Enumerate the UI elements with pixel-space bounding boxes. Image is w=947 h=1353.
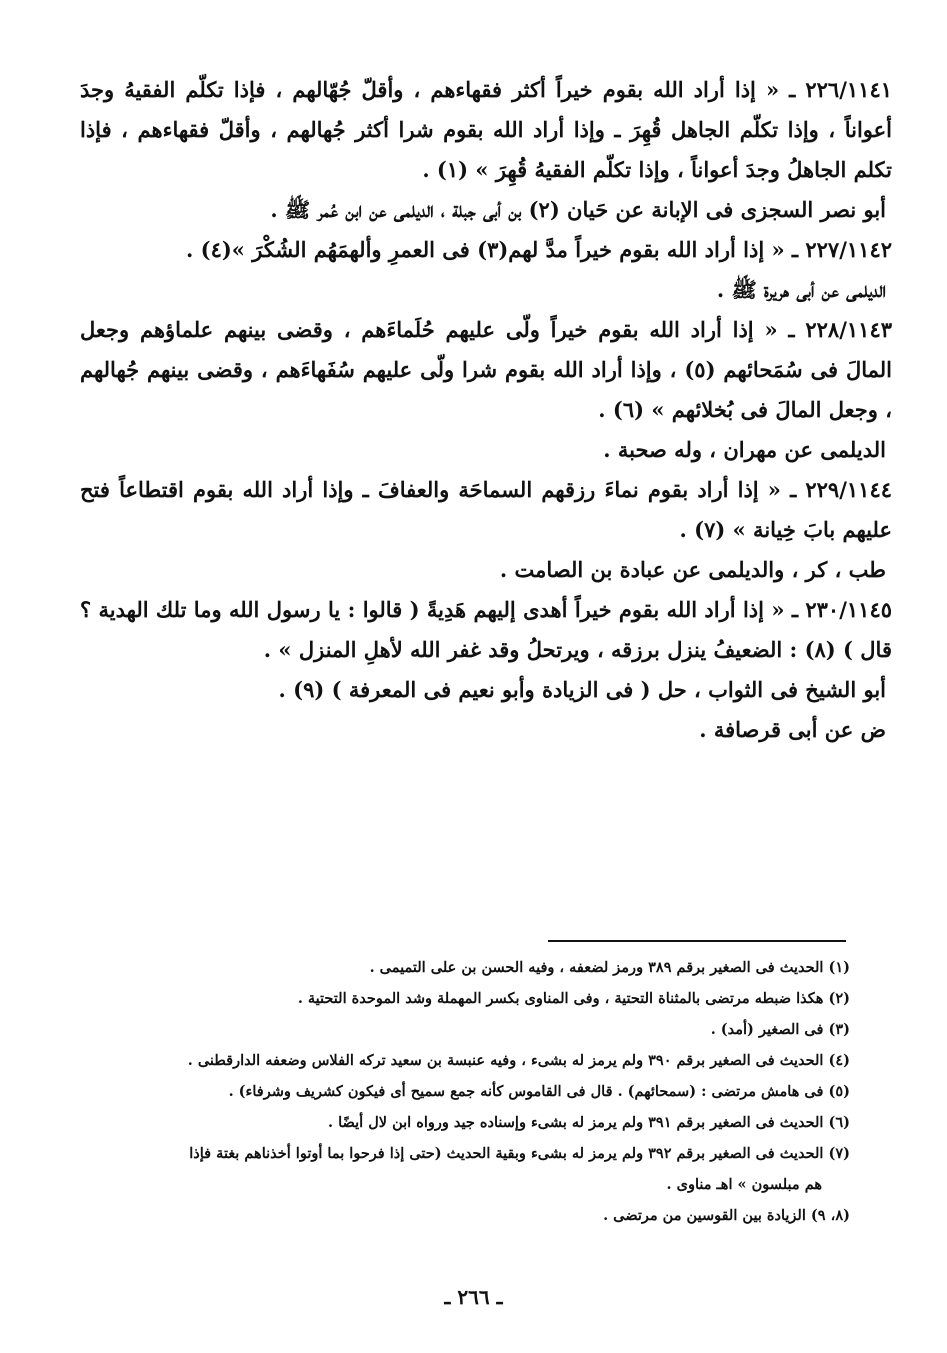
footnote-8-9: (٨، ٩) الزيادة بين القوسين من مرتضى . bbox=[603, 1207, 850, 1224]
hadith-229: ٢٢٩/١١٤٤ ـ « إذا أراد بقوم نماءَ رزقهم السماحَة والعفافَ ـ وإذا أراد الله بقوم اقتطاعاً فتح عليهم بابَ خِيانة » (٧) . bbox=[80, 477, 892, 542]
source-228: الديلمى عن مهران ، وله صحبة . bbox=[603, 437, 886, 462]
footnote-7: (٧) الحديث فى الصغير برقم ٣٩٢ ولم يرمز له بشىء وبقية الحديث (حتى إذا فرحوا بما أوتوا أخذناهم بغتة فإذا bbox=[189, 1145, 850, 1162]
source-227: الديلمى عن أبى هريرة ﷺ . bbox=[716, 277, 886, 302]
main-text bbox=[80, 70, 892, 750]
footnote-3: (٣) فى الصغير (أمد) . bbox=[710, 1021, 850, 1038]
hadith-228: ٢٢٨/١١٤٣ ـ « إذا أراد الله بقوم خيراً ولّى عليهم حُلَماءَهم ، وقضى بينهم علماؤهم وجعل المالَ فى سُمَحائهم (٥) ، وإذا أراد الله بقوم شرا ولّى عليهم سُفَهاءَهم ، وقضى بينهم جُهالهم ، وجعل المالَ فى بُخلائهم » (٦) . bbox=[80, 317, 892, 422]
source-230-a: أبو الشيخ فى الثواب ، حل ( فى الزيادة وأبو نعيم فى المعرفة ) (٩) . bbox=[278, 677, 886, 702]
page-number: ـ ٢٦٦ ـ bbox=[444, 1285, 503, 1309]
footnotes bbox=[80, 952, 850, 1231]
source-229: طب ، كر ، والديلمى عن عبادة بن الصامت . bbox=[499, 557, 886, 582]
source-226: أبو نصر السجزى فى الإبانة عن حَيان (٢) بن أبى جبلة ، الديلمى عن ابن عُمر ﷺ . bbox=[270, 197, 886, 222]
footnote-4: (٤) الحديث فى الصغير برقم ٣٩٠ ولم يرمز له بشىء ، وفيه عنبسة بن سعيد تركه الفلاس وضعفه الدارقطنى . bbox=[187, 1052, 850, 1069]
footnote-5: (٥) فى هامش مرتضى : (سمحائهم) . قال فى القاموس كأنه جمع سميح أى فيكون كشريف وشرفاء) . bbox=[228, 1083, 850, 1100]
source-230-b: ض عن أبى قرصافة . bbox=[699, 717, 886, 742]
footnote-6: (٦) الحديث فى الصغير برقم ٣٩١ ولم يرمز له بشىء وإسناده جيد ورواه ابن لال أيضًا . bbox=[328, 1114, 850, 1131]
hadith-226: ٢٢٦/١١٤١ ـ « إذا أراد الله بقوم خيراً أكثر فقهاءهم ، وأقلّ جُهّالهم ، فإذا تكلّم الفقيهُ وجدَ أعواناً ، وإذا تكلّم الجاهل قُهِرَ ـ وإذا أراد الله بقوم شرا أكثر جُهالهم ، وأقلّ فقهاءهم ، فإذا تكلم الجاهلُ وجدَ أعواناً ، وإذا تكلّم الفقيهُ قُهِرَ » (١) . bbox=[80, 77, 892, 182]
hadith-227: ٢٢٧/١١٤٢ ـ « إذا أراد الله بقوم خيراً مدَّ لهم(٣) فى العمرِ وألهمَهُم الشُكْرَ »(٤) . bbox=[186, 237, 892, 262]
footnote-divider bbox=[548, 940, 846, 942]
hadith-230: ٢٣٠/١١٤٥ ـ « إذا أراد الله بقوم خيراً أهدى إليهم هَدِيةً ( قالوا : يا رسول الله وما تلك الهدية ؟ قال ) (٨) : الضعيفُ ينزل برزقه ، ويرتحلُ وقد غفر الله لأهلِ المنزل » . bbox=[80, 597, 892, 662]
footnote-1: (١) الحديث فى الصغير برقم ٣٨٩ ورمز لضعفه ، وفيه الحسن بن على التميمى . bbox=[369, 959, 850, 976]
footnote-2: (٢) هكذا ضبطه مرتضى بالمثناة التحتية ، وفى المناوى بكسر المهملة وشد الموحدة التحتية . bbox=[297, 990, 850, 1007]
footnote-7-continued: هم مبلسون » اهـ مناوى . bbox=[666, 1176, 822, 1193]
